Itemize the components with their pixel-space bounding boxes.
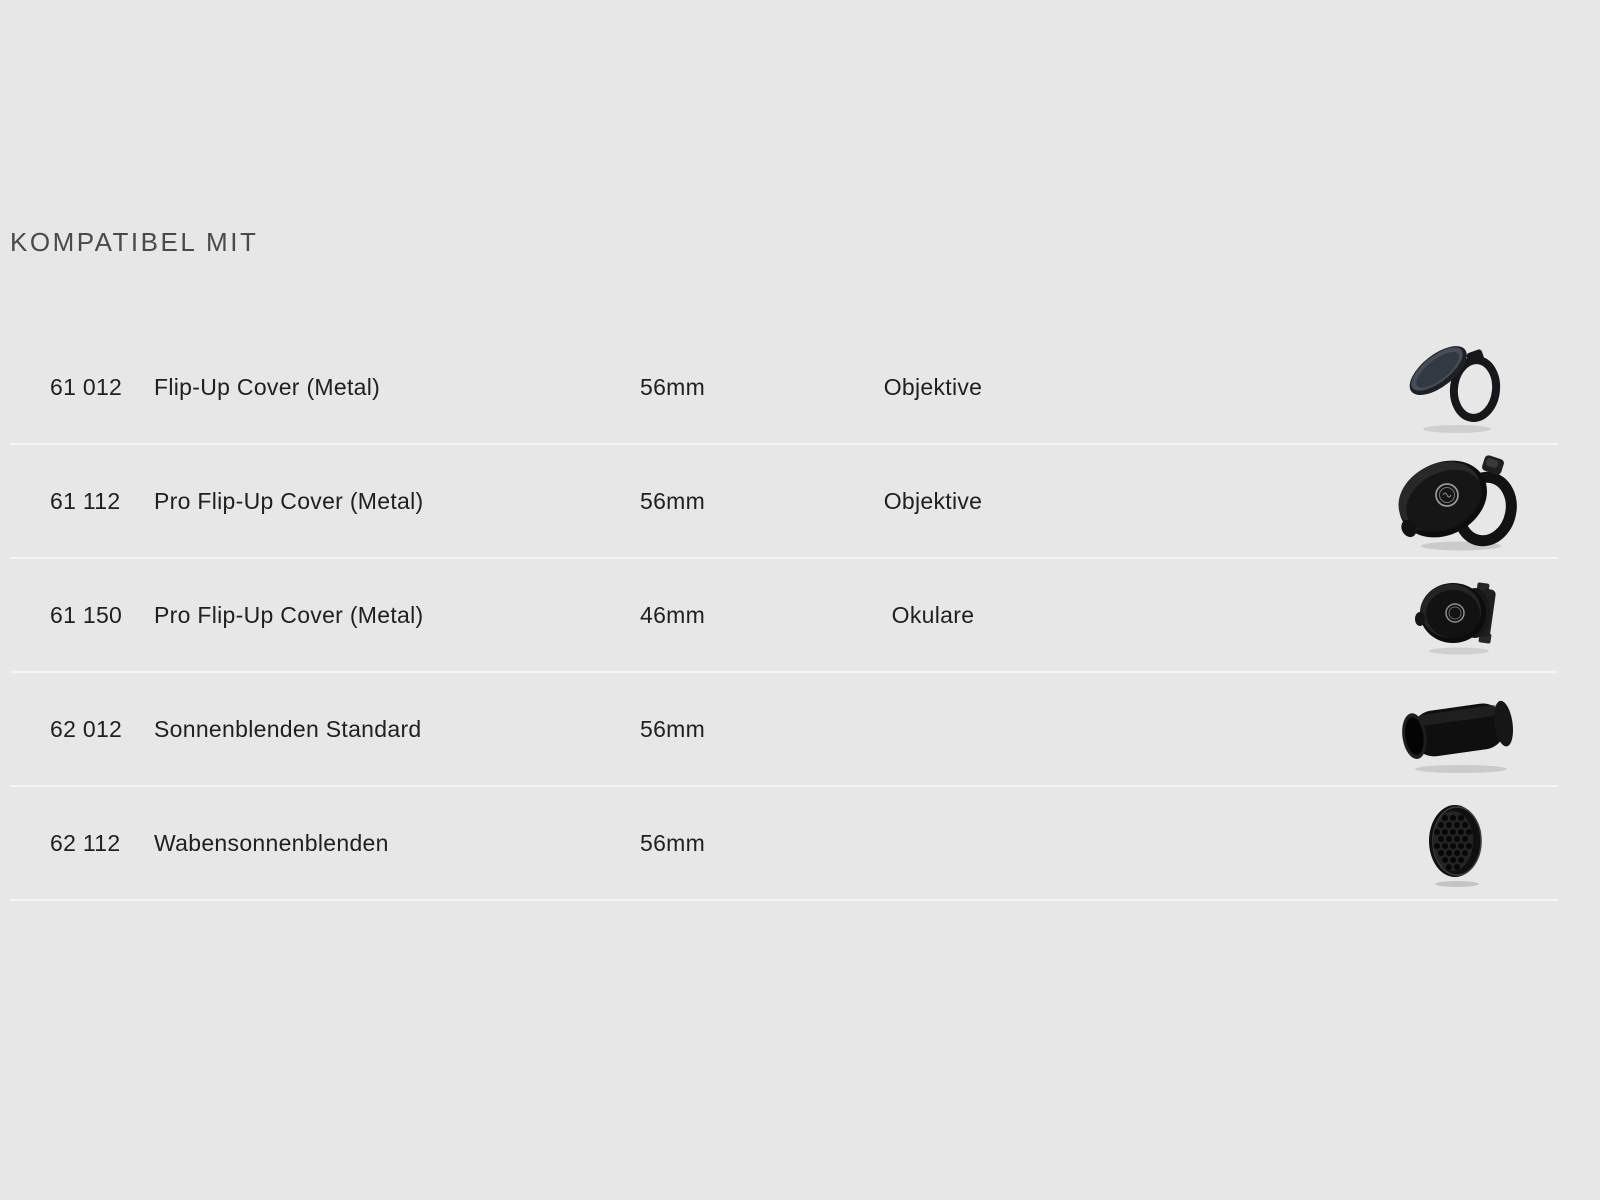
- product-image-cell: [1358, 559, 1558, 671]
- section-heading: KOMPATIBEL MIT: [10, 227, 259, 257]
- product-name: Pro Flip-Up Cover (Metal): [154, 601, 424, 628]
- flip-up-cover-open-icon: [1383, 331, 1533, 443]
- product-name: Flip-Up Cover (Metal): [154, 373, 381, 400]
- sunshade-tube-icon: [1383, 673, 1533, 785]
- article-number: 61 012: [50, 373, 123, 400]
- article-number: 62 112: [50, 829, 121, 856]
- product-name: Wabensonnenblenden: [154, 829, 389, 856]
- product-size: 56mm: [640, 373, 706, 400]
- product-category: Objektive: [883, 373, 983, 400]
- product-image-cell: [1358, 445, 1558, 557]
- table-row-62012[interactable]: [10, 673, 1558, 787]
- table-row-62112[interactable]: [10, 787, 1558, 901]
- product-category: Objektive: [883, 487, 983, 514]
- compatibility-table: [10, 331, 1558, 901]
- table-row-61012[interactable]: [10, 331, 1558, 445]
- product-image-cell: [1358, 673, 1558, 785]
- product-image-cell: [1358, 787, 1558, 899]
- product-size: 56mm: [640, 487, 706, 514]
- product-category: Okulare: [891, 601, 975, 628]
- product-name: Sonnenblenden Standard: [154, 715, 422, 742]
- article-number: 61 150: [50, 601, 123, 628]
- pro-flip-up-cover-icon: [1383, 445, 1533, 557]
- pro-flip-up-cover-small-icon: [1383, 559, 1533, 671]
- product-size: 46mm: [640, 601, 706, 628]
- product-size: 56mm: [640, 829, 706, 856]
- product-size: 56mm: [640, 715, 706, 742]
- product-image-cell: [1358, 331, 1558, 443]
- article-number: 61 112: [50, 487, 121, 514]
- product-name: Pro Flip-Up Cover (Metal): [154, 487, 424, 514]
- table-row-61112[interactable]: [10, 445, 1558, 559]
- article-number: 62 012: [50, 715, 123, 742]
- table-row-61150[interactable]: [10, 559, 1558, 673]
- honeycomb-sunshade-icon: [1383, 787, 1533, 899]
